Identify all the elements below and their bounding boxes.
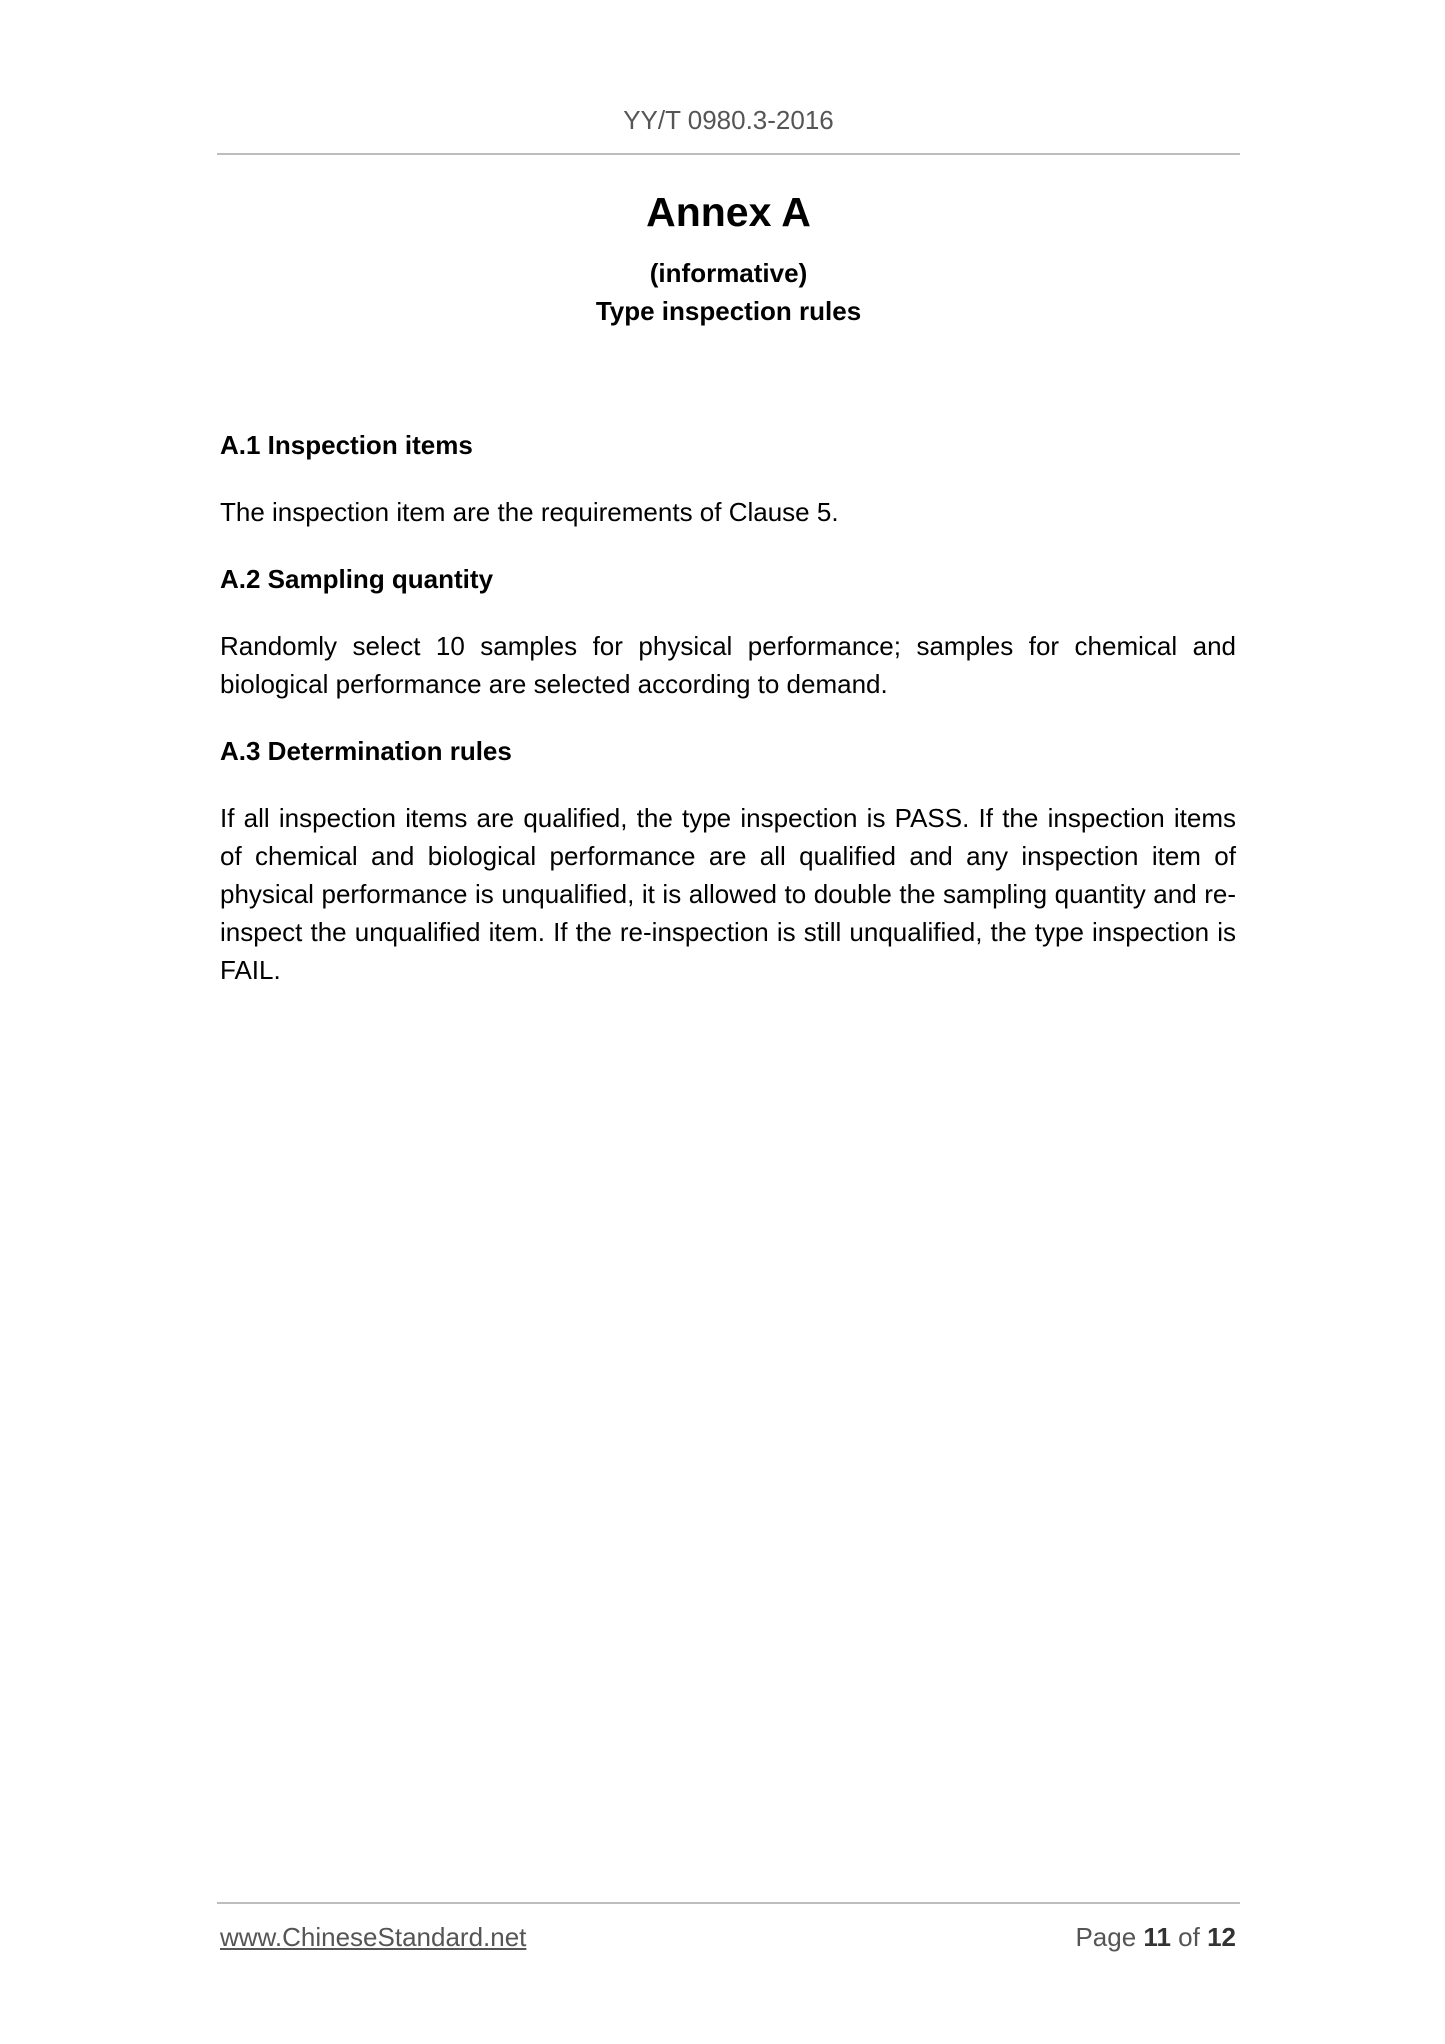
footer-divider	[217, 1902, 1240, 1904]
section-heading-inspection-items: A.1 Inspection items	[220, 430, 473, 460]
total-pages-number: 12	[1207, 1922, 1236, 1952]
section-heading-determination-rules: A.3 Determination rules	[220, 736, 512, 766]
of-word: of	[1178, 1922, 1200, 1952]
running-header: YY/T 0980.3-2016	[623, 105, 834, 135]
page-word: Page	[1075, 1922, 1137, 1952]
current-page-number: 11	[1143, 1922, 1171, 1952]
annex-name: Type inspection rules	[595, 296, 862, 326]
header-divider	[217, 153, 1240, 155]
annex-title: Annex A	[646, 189, 811, 235]
section-body-inspection-items: The inspection item are the requirements of Clause 5.	[220, 497, 839, 527]
annex-content	[220, 426, 1236, 1018]
website-link[interactable]: www.ChineseStandard.net	[220, 1922, 527, 1952]
annex-status: (informative)	[649, 258, 808, 288]
section-body-determination-rules: If all inspection items are qualified, the type inspection is PASS. If the inspection items of chemical and biological performance are all qualified and any inspection item of physical performance is unqualified, it is allowed to double the sampling quantity and re-inspect the unqualified item. If the re-inspection is still unqualified, the type inspection is FAIL.	[220, 803, 1236, 985]
section-heading-sampling-quantity: A.2 Sampling quantity	[220, 564, 494, 594]
page-counter	[1075, 1919, 1236, 1955]
section-body-sampling-quantity: Randomly select 10 samples for physical performance; samples for chemical and biological performance are selected according to demand.	[220, 631, 1236, 699]
